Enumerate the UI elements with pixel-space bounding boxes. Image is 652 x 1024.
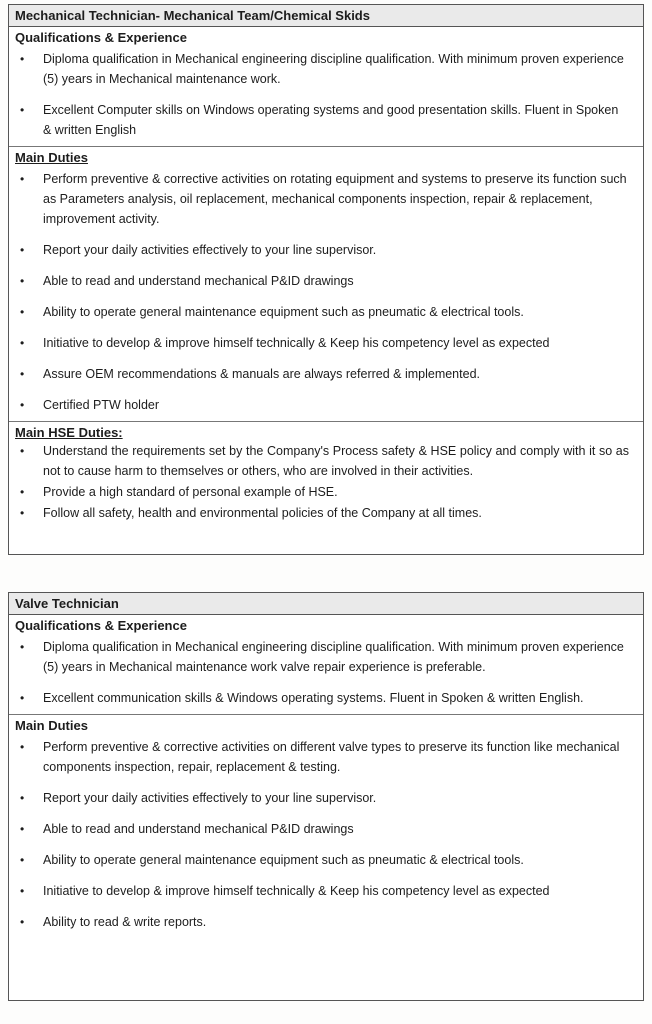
- bullet-icon: •: [20, 691, 25, 705]
- hse-duties-heading: Main HSE Duties:: [15, 425, 123, 440]
- list-item: [9, 482, 643, 502]
- list-item-text: Report your daily activities effectively to your line supervisor.: [43, 791, 377, 805]
- list-item: [9, 441, 643, 481]
- qualifications-list: [9, 637, 643, 708]
- bullet-icon: •: [20, 305, 25, 319]
- bullet-icon: •: [20, 336, 25, 350]
- list-item: [9, 333, 643, 353]
- hse-duties-list: [9, 441, 643, 523]
- main-duties-section: [9, 147, 643, 422]
- bullet-icon: •: [20, 243, 25, 257]
- bullet-icon: •: [20, 740, 25, 754]
- hse-duties-section: [9, 422, 643, 523]
- list-item: [9, 881, 643, 901]
- main-duties-list: [9, 737, 643, 932]
- bullet-icon: •: [20, 884, 25, 898]
- list-item-text: Certified PTW holder: [43, 398, 160, 412]
- list-item-text: Understand the requirements set by the Company's Process safety & HSE policy and comply with it so as not to cause harm to themselves or others, who are involved in their activities.: [43, 444, 629, 478]
- list-item: [9, 100, 643, 140]
- list-item-text: Ability to operate general maintenance equipment such as pneumatic & electrical tools.: [43, 853, 524, 867]
- list-item: [9, 737, 643, 777]
- list-item: [9, 637, 643, 677]
- bullet-icon: •: [20, 172, 25, 186]
- qualifications-list: [9, 49, 643, 140]
- list-item: [9, 912, 643, 932]
- list-item-text: Follow all safety, health and environmental policies of the Company at all times.: [43, 506, 482, 520]
- bullet-icon: •: [20, 103, 25, 117]
- list-item-text: Able to read and understand mechanical P&ID drawings: [43, 274, 354, 288]
- bullet-icon: •: [20, 52, 25, 66]
- list-item-text: Able to read and understand mechanical P&ID drawings: [43, 822, 354, 836]
- list-item: [9, 688, 643, 708]
- list-item-text: Initiative to develop & improve himself technically & Keep his competency level as expected: [43, 884, 550, 898]
- main-duties-section: [9, 715, 643, 932]
- bullet-icon: •: [20, 274, 25, 288]
- list-item-text: Diploma qualification in Mechanical engineering discipline qualification. With minimum proven experience (5) years in Mechanical maintenance work.: [43, 52, 624, 86]
- list-item: [9, 819, 643, 839]
- bullet-icon: •: [20, 791, 25, 805]
- bullet-icon: •: [20, 853, 25, 867]
- bullet-icon: •: [20, 915, 25, 929]
- list-item-text: Diploma qualification in Mechanical engineering discipline qualification. With minimum proven experience (5) years in Mechanical maintenance work valve repair experience is preferable.: [43, 640, 624, 674]
- list-item: [9, 240, 643, 260]
- list-item-text: Excellent communication skills & Windows operating systems. Fluent in Spoken & written English.: [43, 691, 584, 705]
- list-item: [9, 503, 643, 523]
- list-item-text: Report your daily activities effectively to your line supervisor.: [43, 243, 377, 257]
- job-card-valve-technician: [8, 592, 644, 1001]
- bullet-icon: •: [20, 640, 25, 654]
- list-item-text: Provide a high standard of personal example of HSE.: [43, 485, 338, 499]
- qualifications-heading: Qualifications & Experience: [15, 618, 187, 633]
- list-item-text: Assure OEM recommendations & manuals are always referred & implemented.: [43, 367, 480, 381]
- main-duties-heading: Main Duties: [15, 718, 88, 733]
- qualifications-heading: Qualifications & Experience: [15, 30, 187, 45]
- main-duties-list: [9, 169, 643, 415]
- list-item: [9, 850, 643, 870]
- qualifications-section: [9, 615, 643, 715]
- bullet-icon: •: [20, 822, 25, 836]
- job-card-mechanical-technician: [8, 4, 644, 555]
- list-item-text: Perform preventive & corrective activities on different valve types to preserve its function like mechanical components inspection, repair, replacement & testing.: [43, 740, 620, 774]
- bullet-icon: •: [20, 367, 25, 381]
- list-item: [9, 49, 643, 89]
- list-item: [9, 364, 643, 384]
- list-item: [9, 169, 643, 229]
- bullet-icon: •: [20, 506, 25, 520]
- list-item: [9, 788, 643, 808]
- list-item: [9, 302, 643, 322]
- bullet-icon: •: [20, 444, 25, 458]
- bullet-icon: •: [20, 398, 25, 412]
- job-title: Valve Technician: [9, 593, 643, 615]
- bullet-icon: •: [20, 485, 25, 499]
- list-item-text: Excellent Computer skills on Windows operating systems and good presentation skills. Fluent in Spoken & written English: [43, 103, 619, 137]
- list-item: [9, 271, 643, 291]
- qualifications-section: [9, 27, 643, 147]
- main-duties-heading: Main Duties: [15, 150, 88, 165]
- list-item-text: Perform preventive & corrective activities on rotating equipment and systems to preserve its function such as Parameters analysis, oil replacement, mechanical components inspection, repair & replacement, improvement activity.: [43, 172, 627, 226]
- list-item-text: Initiative to develop & improve himself technically & Keep his competency level as expected: [43, 336, 550, 350]
- job-title: Mechanical Technician- Mechanical Team/Chemical Skids: [9, 5, 643, 27]
- list-item: [9, 395, 643, 415]
- list-item-text: Ability to read & write reports.: [43, 915, 207, 929]
- list-item-text: Ability to operate general maintenance equipment such as pneumatic & electrical tools.: [43, 305, 524, 319]
